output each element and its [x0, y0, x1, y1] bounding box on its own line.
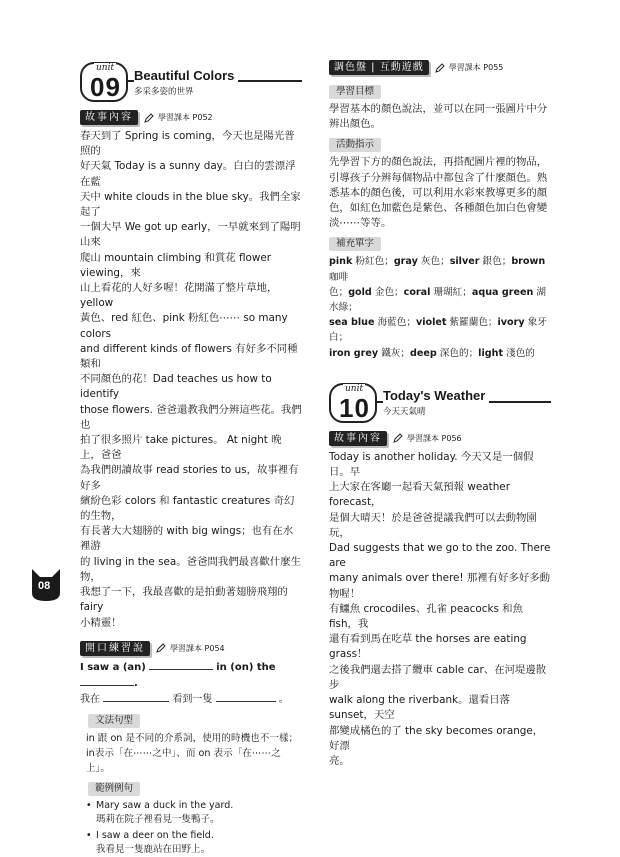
activity-text [329, 155, 551, 231]
vocab-tag: 補充單字 [329, 237, 381, 251]
story-line: many animals over there! 那裡有好多好多動物喔！ [329, 572, 551, 600]
vocab-meaning: 淺色的 [503, 347, 535, 359]
pen-icon [393, 433, 403, 443]
story-line: 好天氣 Today is a sunny day。白白的雲漂浮在藍 [80, 160, 296, 188]
vocab-meaning: 粉紅色； [352, 256, 394, 268]
vocab-meaning: 金色； [371, 286, 404, 298]
story-line: 亮。 [329, 754, 350, 767]
story-line: 有長著大大翅膀的 with big wings；也有在水裡游 [80, 525, 294, 553]
unit-09-badge [80, 62, 128, 102]
story-line: 拍了很多照片 take pictures。 At night 晚上，爸爸 [80, 434, 282, 462]
story-line: Today is another holiday. 今天又是一個假日。早 [329, 450, 534, 479]
story-line: 之後我們還去搭了纜車 cable car、在河堤邊散步 [329, 663, 547, 691]
activity-line: 先學習下方的顏色說法，再搭配圖片裡的物品， [329, 156, 548, 169]
unit-title: Beautiful Colors [134, 67, 235, 83]
vocab-word: coral [403, 286, 431, 298]
pen-icon [435, 63, 445, 73]
vocab-meaning: 灰色； [417, 256, 450, 268]
story-line: 繽紛色彩 colors 和 fantastic creatures 奇幻的生物， [80, 494, 295, 523]
story-section-bar [80, 110, 302, 125]
vocab-line [329, 254, 551, 284]
vocab-line [329, 346, 551, 361]
blank-line [103, 692, 169, 702]
unit-number: 10 [339, 392, 370, 423]
blank-line [80, 676, 134, 686]
vocab-word: ivory [497, 317, 525, 329]
story-line: those flowers. 爸爸還教我們分辨這些花。我們也 [80, 403, 302, 431]
grammar-line: in表示「在⋯⋯之中」、而 on 表示「在⋯⋯之上」。 [86, 747, 281, 774]
activity-line: 悉基本的顏色後，可以利用水彩來教導更多的顏 [329, 186, 548, 199]
unit-subtitle: 今天天氣晴 [383, 406, 485, 418]
goal-tag: 學習目標 [329, 85, 381, 99]
blank-line [149, 660, 213, 670]
grammar-text [80, 731, 302, 776]
speak-page-ref: 學習課本 P054 [170, 643, 225, 653]
vocab-meaning: 銀色； [479, 256, 512, 268]
vocab-word: silver [449, 256, 480, 268]
speak-label: 開口練習說 [80, 641, 150, 656]
vocab-line [329, 285, 551, 315]
sentence-zh-part3: 。 [278, 693, 289, 705]
vocab-word: iron grey [329, 347, 379, 359]
vocab-word: gold [348, 286, 372, 298]
blank-line [216, 692, 276, 702]
sentence-zh-part1: 我在 [80, 693, 100, 705]
unit-word: unit [96, 63, 115, 73]
grammar-line: in 跟 on 是不同的介系詞，使用的時機也不一樣； [86, 732, 299, 744]
unit-10-badge [329, 383, 377, 423]
goal-text [329, 102, 551, 132]
vocab-meaning: 咖啡 [329, 271, 349, 283]
unit-09-header [80, 60, 302, 104]
vocab-meaning: 鐵灰； [378, 347, 410, 359]
story-line: 天中 white clouds in the blue sky。我們全家起了 [80, 190, 301, 219]
sentence-zh-part2: 看到一隻 [172, 693, 213, 705]
sentence-en-part2: in (on) the [216, 661, 276, 673]
vocab-meaning: 紫羅蘭色； [446, 317, 498, 329]
story-line: 的 living in the sea。爸爸問我們最喜歡什麼生物， [80, 555, 301, 583]
vocab-word: aqua green [471, 286, 534, 298]
vocab-word: pink [329, 256, 353, 268]
vocab-meaning: 珊瑚紅； [430, 286, 472, 298]
vocab-word: deep [409, 347, 437, 359]
vocab-meaning: 湖水綠； [329, 286, 546, 314]
story-line: 爬山 mountain climbing 和賞花 flower viewing，來 [80, 251, 272, 279]
activity-line: 淡⋯⋯等等。 [329, 217, 392, 230]
vocab-meaning: 海藍色； [374, 317, 416, 329]
story-line: 都變成橘色的了 the sky becomes orange，好漂 [329, 724, 544, 752]
pen-icon [144, 113, 154, 123]
story-line: 一個大早 We got up early，一早就來到了陽明山來 [80, 221, 301, 249]
story-page-ref: 學習課本 P052 [158, 113, 213, 122]
story10-text [329, 450, 551, 769]
story-line: and different kinds of flowers 有好多不同種類和 [80, 342, 298, 371]
goal-line: 學習基本的顏色說法，並可以在同一張圖片中分 [329, 103, 548, 115]
activity-tag: 活動指示 [329, 138, 381, 152]
story-line: 我想了一下，我最喜歡的是拍動著翅膀飛翔的 fairy [80, 586, 288, 614]
palette-section-bar [329, 60, 551, 75]
practice-sentence: I saw a (an) in (on) the . 我在 看到一隻 。 [80, 661, 289, 705]
story-line: 還有看到馬在吃草 the horses are eating grass！ [329, 633, 527, 661]
palette-label: 調色盤 | 互動遊戲 [329, 60, 429, 75]
goal-line: 辨出顏色。 [329, 118, 381, 131]
story-label: 故事內容 [80, 110, 138, 125]
example-zh: 瑪莉在院子裡看見一隻鴨子。 [96, 813, 220, 825]
story-line: 是個大晴天！於是爸爸提議我們可以去動物園玩， [329, 511, 537, 539]
story-line: 不同顏色的花！Dad teaches us how to identify [80, 373, 272, 401]
example-list [80, 799, 302, 857]
story-line: 春天到了 Spring is coming，今天也是陽光普照的 [80, 130, 295, 158]
vocab-word: sea blue [329, 317, 375, 329]
unit-title: Today's Weather [383, 388, 486, 404]
sentence-en-part1: I saw a (an) [80, 661, 146, 673]
story-line: 有鱷魚 crocodiles、孔雀 peacocks 和魚 fish，我 [329, 602, 523, 631]
example-en: • Mary saw a duck in the yard. [86, 799, 302, 813]
story-line: 上大家在客廳一起看天氣預報 weather forecast， [329, 481, 510, 509]
story10-label: 故事內容 [329, 431, 387, 446]
vocab-word: gray [393, 256, 418, 268]
grammar-tag: 文法句型 [88, 714, 140, 728]
palette-page-ref: 學習課本 P055 [448, 63, 504, 72]
vocab-meaning: 象牙白； [329, 317, 547, 344]
page-number: 08 [38, 580, 51, 592]
unit-word: unit [345, 383, 364, 394]
activity-line: 色，如紅色加藍色是紫色、各種顏色加白色會變 [329, 202, 548, 215]
pen-icon [156, 643, 166, 653]
speak-section-bar [80, 641, 302, 656]
story-line: 黃色、red 紅色、pink 粉紅色⋯⋯ so many colors [80, 312, 288, 340]
story-line: 山上看花的人好多喔！花開滿了整片草地，yellow [80, 282, 278, 310]
vocab-meaning: 深色的； [436, 347, 479, 359]
example-en: • I saw a deer on the field. [86, 829, 302, 843]
story-text [80, 129, 302, 631]
story-line: 為我們朗讀故事 read stories to us，故事裡有好多 [80, 464, 299, 492]
story-line: walk along the riverbank。還看日落 sunset，天空 [329, 694, 511, 722]
unit-subtitle: 多采多姿的世界 [134, 86, 234, 98]
story10-page-ref: 學習課本 P056 [407, 433, 462, 443]
vocab-word: brown [511, 256, 546, 268]
activity-line: 引導孩子分辨每個物品中都包含了什麼顏色。熟 [329, 171, 548, 184]
unit-10-header [329, 381, 551, 425]
left-column [80, 60, 302, 857]
vocab-word: violet [415, 317, 447, 329]
vocab-line [329, 315, 551, 345]
vocab-word: light [478, 347, 504, 359]
unit-number: 09 [90, 72, 121, 102]
story10-section-bar [329, 431, 551, 446]
vocab-meaning: 色； [329, 286, 349, 298]
vocab-text [329, 254, 551, 360]
story-line: Dad suggests that we go to the zoo. There are [329, 542, 551, 570]
story-line: 小精靈！ [80, 616, 122, 629]
example-zh: 我看見一隻鹿站在田野上。 [96, 843, 211, 855]
right-column [329, 60, 551, 769]
example-tag: 範例例句 [88, 782, 140, 796]
